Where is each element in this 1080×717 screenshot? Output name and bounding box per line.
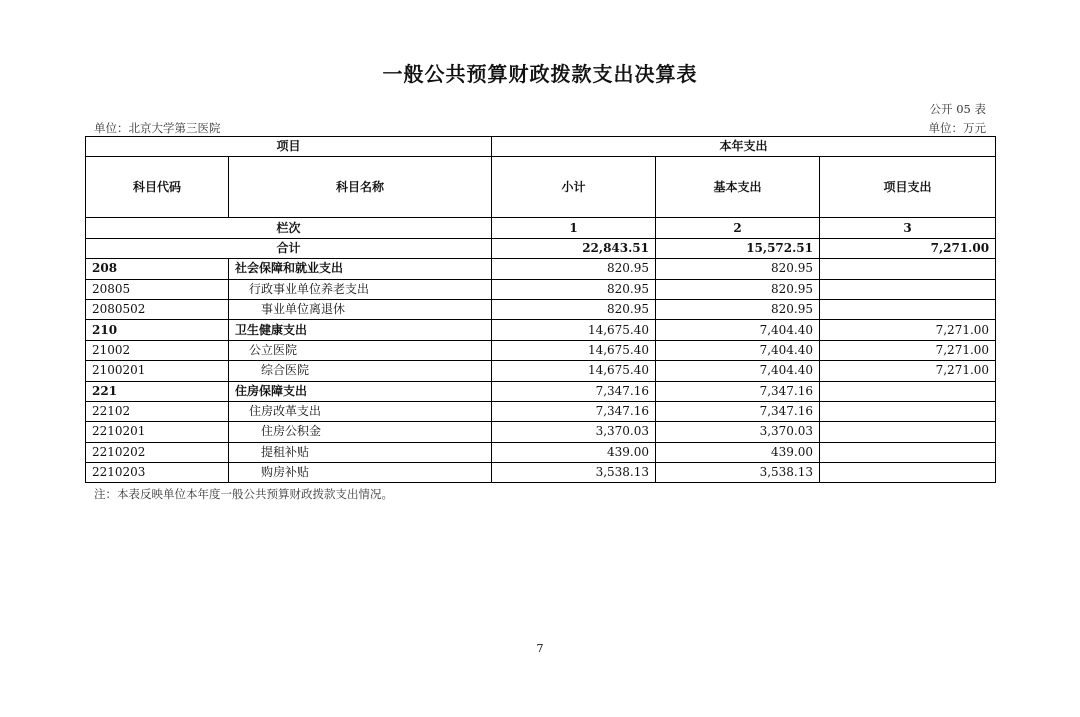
row-code: 20805 [86, 279, 229, 299]
row-name: 住房保障支出 [229, 381, 492, 401]
row-subtotal: 7,347.16 [492, 401, 656, 421]
page-title: 一般公共预算财政拨款支出决算表 [382, 62, 698, 86]
footnote: 注：本表反映单位本年度一般公共预算财政拨款支出情况。 [94, 487, 393, 501]
reporting-unit: 单位：北京大学第三医院 [94, 121, 221, 135]
row-basic: 3,370.03 [656, 422, 820, 442]
total-project: 7,271.00 [820, 238, 996, 258]
row-name: 事业单位离退休 [229, 299, 492, 319]
total-basic: 15,572.51 [656, 238, 820, 258]
header-name: 科目名称 [229, 157, 492, 218]
total-subtotal: 22,843.51 [492, 238, 656, 258]
row-name: 公立医院 [229, 340, 492, 360]
row-project [820, 299, 996, 319]
row-name: 综合医院 [229, 361, 492, 381]
row-code: 2210201 [86, 422, 229, 442]
row-project [820, 422, 996, 442]
row-name: 住房公积金 [229, 422, 492, 442]
row-project: 7,271.00 [820, 361, 996, 381]
row-basic: 7,404.40 [656, 320, 820, 340]
row-name: 住房改革支出 [229, 401, 492, 421]
table-row [86, 361, 996, 381]
row-subtotal: 14,675.40 [492, 340, 656, 360]
header-project: 项目支出 [820, 157, 996, 218]
row-code: 22102 [86, 401, 229, 421]
row-project [820, 401, 996, 421]
column-index-row [86, 218, 996, 238]
header-subtotal: 小计 [492, 157, 656, 218]
form-number: 公开 05 表 [929, 102, 986, 116]
row-project: 7,271.00 [820, 340, 996, 360]
row-project: 7,271.00 [820, 320, 996, 340]
column-index-3: 3 [820, 218, 996, 238]
row-code: 2080502 [86, 299, 229, 319]
table-row [86, 279, 996, 299]
row-subtotal: 14,675.40 [492, 320, 656, 340]
total-label: 合计 [86, 238, 492, 258]
row-subtotal: 3,538.13 [492, 463, 656, 483]
column-index-1: 1 [492, 218, 656, 238]
row-code: 2210203 [86, 463, 229, 483]
row-subtotal: 820.95 [492, 259, 656, 279]
table-row [86, 340, 996, 360]
total-row [86, 238, 996, 258]
row-project [820, 259, 996, 279]
row-project [820, 463, 996, 483]
row-project [820, 279, 996, 299]
header-this-year: 本年支出 [492, 137, 996, 157]
row-basic: 820.95 [656, 279, 820, 299]
row-subtotal: 3,370.03 [492, 422, 656, 442]
table-row [86, 442, 996, 462]
row-basic: 439.00 [656, 442, 820, 462]
row-project [820, 381, 996, 401]
row-basic: 3,538.13 [656, 463, 820, 483]
table-row [86, 401, 996, 421]
table-row [86, 422, 996, 442]
row-name: 提租补贴 [229, 442, 492, 462]
row-name: 购房补贴 [229, 463, 492, 483]
row-code: 2100201 [86, 361, 229, 381]
row-basic: 820.95 [656, 259, 820, 279]
row-project [820, 442, 996, 462]
page-number: 7 [536, 642, 544, 655]
header-code: 科目代码 [86, 157, 229, 218]
table-row [86, 381, 996, 401]
table-row [86, 320, 996, 340]
row-name: 社会保障和就业支出 [229, 259, 492, 279]
row-subtotal: 14,675.40 [492, 361, 656, 381]
row-name: 卫生健康支出 [229, 320, 492, 340]
row-subtotal: 439.00 [492, 442, 656, 462]
expenditure-table [85, 136, 996, 483]
row-code: 208 [86, 259, 229, 279]
row-subtotal: 7,347.16 [492, 381, 656, 401]
header-basic: 基本支出 [656, 157, 820, 218]
row-subtotal: 820.95 [492, 279, 656, 299]
column-label: 栏次 [86, 218, 492, 238]
row-basic: 7,347.16 [656, 381, 820, 401]
column-index-2: 2 [656, 218, 820, 238]
table-row [86, 463, 996, 483]
row-code: 2210202 [86, 442, 229, 462]
row-basic: 7,347.16 [656, 401, 820, 421]
row-name: 行政事业单位养老支出 [229, 279, 492, 299]
header-item: 项目 [86, 137, 492, 157]
table-row [86, 299, 996, 319]
row-code: 21002 [86, 340, 229, 360]
row-basic: 7,404.40 [656, 361, 820, 381]
currency-unit: 单位：万元 [928, 121, 986, 135]
header-row-2 [86, 157, 996, 218]
header-row-1 [86, 137, 996, 157]
row-subtotal: 820.95 [492, 299, 656, 319]
row-code: 210 [86, 320, 229, 340]
row-code: 221 [86, 381, 229, 401]
table-row [86, 259, 996, 279]
row-basic: 820.95 [656, 299, 820, 319]
row-basic: 7,404.40 [656, 340, 820, 360]
